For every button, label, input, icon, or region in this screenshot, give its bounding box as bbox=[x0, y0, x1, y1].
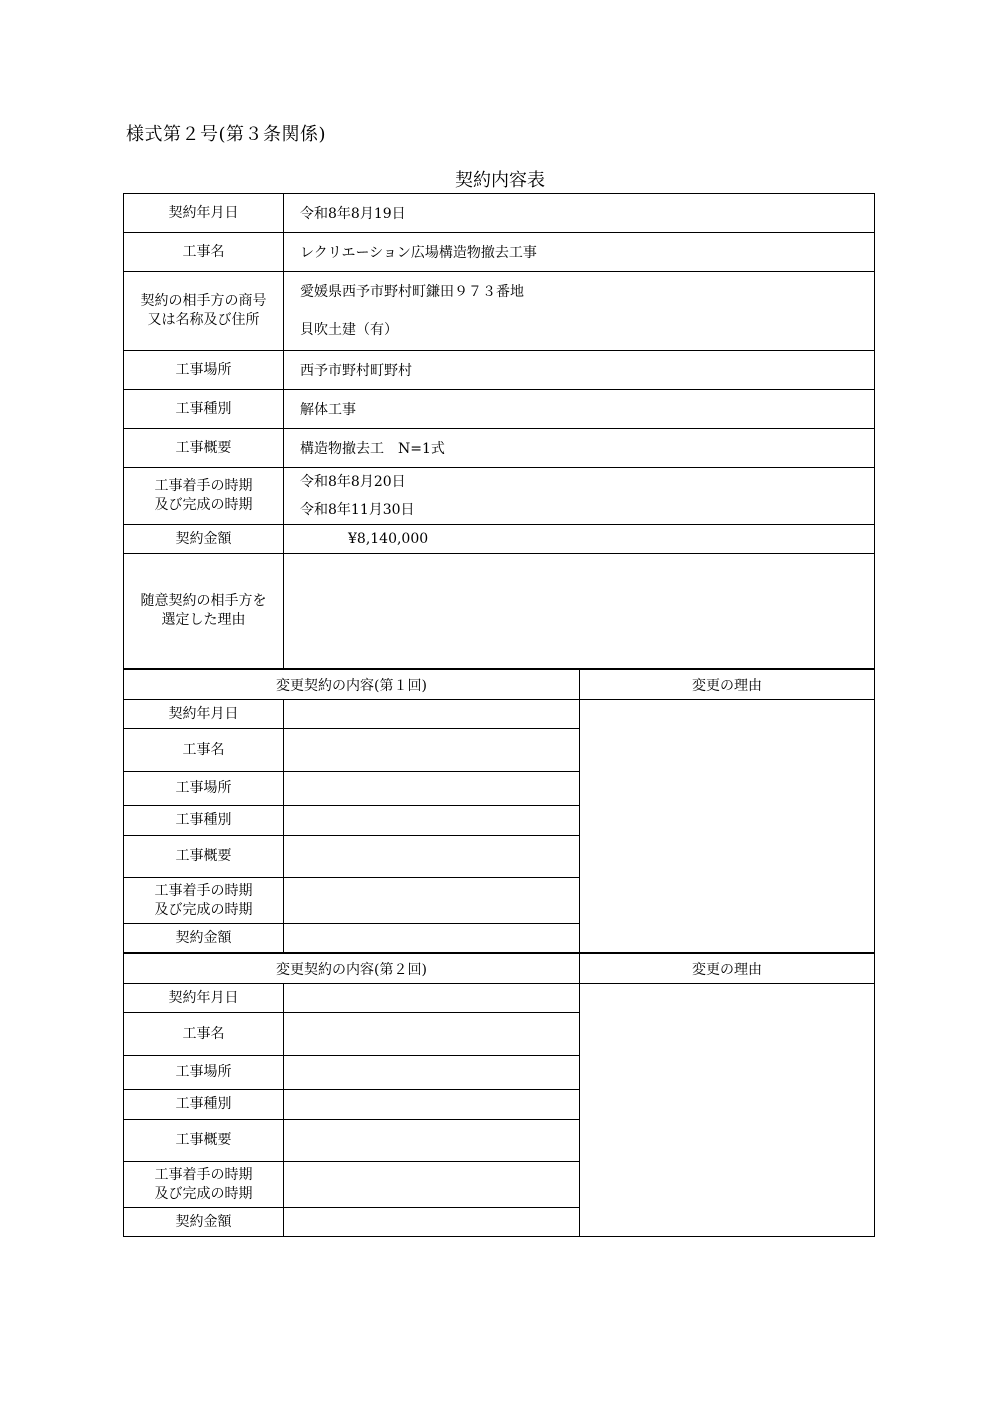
work-type-label: 工事種別 bbox=[124, 390, 284, 429]
period-label-line1: 工事着手の時期 bbox=[154, 478, 253, 494]
change2-period-label bbox=[124, 1162, 284, 1208]
row-work-name bbox=[124, 233, 875, 272]
reason-label-line1: 随意契約の相手方を bbox=[140, 593, 267, 609]
change2-contract-date-label: 契約年月日 bbox=[124, 984, 284, 1013]
change2-work-location-label: 工事場所 bbox=[124, 1056, 284, 1090]
reason-label bbox=[124, 554, 284, 669]
change1-amount-label: 契約金額 bbox=[124, 924, 284, 953]
change2-work-name-label: 工事名 bbox=[124, 1013, 284, 1056]
counterparty-name: 貝吹土建（有） bbox=[300, 322, 398, 338]
change1-amount-value bbox=[284, 924, 580, 953]
change1-reason-value bbox=[580, 700, 875, 953]
row-amount bbox=[124, 525, 875, 554]
work-summary-value: 構造物撤去工 N=1式 bbox=[284, 429, 875, 468]
change2-work-location-value bbox=[284, 1056, 580, 1090]
work-location-value: 西予市野村町野村 bbox=[284, 351, 875, 390]
row-contract-date bbox=[124, 194, 875, 233]
period-label-line2: 及び完成の時期 bbox=[154, 497, 253, 513]
change1-row-contract-date bbox=[124, 700, 875, 729]
change2-header-row bbox=[124, 954, 875, 984]
work-type-value: 解体工事 bbox=[284, 390, 875, 429]
period-end: 令和8年11月30日 bbox=[300, 502, 415, 518]
work-name-label: 工事名 bbox=[124, 233, 284, 272]
change1-work-location-label: 工事場所 bbox=[124, 772, 284, 806]
change1-period-label-line1: 工事着手の時期 bbox=[154, 882, 253, 899]
counterparty-value bbox=[284, 272, 875, 351]
change1-reason-header: 変更の理由 bbox=[580, 670, 875, 700]
counterparty-label-line1: 契約の相手方の商号 bbox=[140, 293, 267, 309]
contract-date-label: 契約年月日 bbox=[124, 194, 284, 233]
period-label bbox=[124, 468, 284, 525]
change2-header: 変更契約の内容(第２回) bbox=[124, 954, 580, 984]
row-reason bbox=[124, 554, 875, 669]
counterparty-address: 愛媛県西予市野村町鎌田９７３番地 bbox=[300, 284, 524, 300]
counterparty-label bbox=[124, 272, 284, 351]
change1-work-name-label: 工事名 bbox=[124, 729, 284, 772]
amount-label: 契約金額 bbox=[124, 525, 284, 554]
counterparty-label-line2: 又は名称及び住所 bbox=[147, 312, 260, 328]
change1-work-type-label: 工事種別 bbox=[124, 806, 284, 836]
amount-value: ¥8,140,000 bbox=[284, 525, 875, 554]
change1-period-label-line2: 及び完成の時期 bbox=[154, 901, 253, 918]
period-value bbox=[284, 468, 875, 525]
change-table-2 bbox=[123, 953, 875, 1237]
period-start: 令和8年8月20日 bbox=[300, 474, 406, 490]
change2-period-label-line1: 工事着手の時期 bbox=[154, 1166, 253, 1183]
row-work-summary bbox=[124, 429, 875, 468]
change2-contract-date-value bbox=[284, 984, 580, 1013]
row-work-type bbox=[124, 390, 875, 429]
reason-value bbox=[284, 554, 875, 669]
change1-header: 変更契約の内容(第１回) bbox=[124, 670, 580, 700]
change2-work-summary-value bbox=[284, 1120, 580, 1162]
change2-period-value bbox=[284, 1162, 580, 1208]
work-name-value: レクリエーション広場構造物撤去工事 bbox=[284, 233, 875, 272]
change1-work-summary-value bbox=[284, 836, 580, 878]
change1-work-name-value bbox=[284, 729, 580, 772]
row-counterparty bbox=[124, 272, 875, 351]
change2-reason-value bbox=[580, 984, 875, 1237]
change2-period-label-line2: 及び完成の時期 bbox=[154, 1185, 253, 1202]
change2-work-summary-label: 工事概要 bbox=[124, 1120, 284, 1162]
change1-period-value bbox=[284, 878, 580, 924]
row-period bbox=[124, 468, 875, 525]
change1-period-label bbox=[124, 878, 284, 924]
change2-reason-header: 変更の理由 bbox=[580, 954, 875, 984]
reason-label-line2: 選定した理由 bbox=[161, 612, 246, 628]
work-location-label: 工事場所 bbox=[124, 351, 284, 390]
change-table-1 bbox=[123, 669, 875, 953]
change1-header-row bbox=[124, 670, 875, 700]
change1-work-location-value bbox=[284, 772, 580, 806]
work-summary-label: 工事概要 bbox=[124, 429, 284, 468]
contract-table bbox=[123, 193, 875, 669]
change2-work-type-value bbox=[284, 1090, 580, 1120]
document-title: 契約内容表 bbox=[455, 170, 545, 191]
contract-date-value: 令和8年8月19日 bbox=[284, 194, 875, 233]
change1-contract-date-value bbox=[284, 700, 580, 729]
change1-contract-date-label: 契約年月日 bbox=[124, 700, 284, 729]
change2-amount-value bbox=[284, 1208, 580, 1237]
change2-amount-label: 契約金額 bbox=[124, 1208, 284, 1237]
change1-work-summary-label: 工事概要 bbox=[124, 836, 284, 878]
change2-work-type-label: 工事種別 bbox=[124, 1090, 284, 1120]
change1-work-type-value bbox=[284, 806, 580, 836]
change2-row-contract-date bbox=[124, 984, 875, 1013]
row-work-location bbox=[124, 351, 875, 390]
form-number-label: 様式第２号(第３条関係) bbox=[126, 124, 327, 145]
change2-work-name-value bbox=[284, 1013, 580, 1056]
